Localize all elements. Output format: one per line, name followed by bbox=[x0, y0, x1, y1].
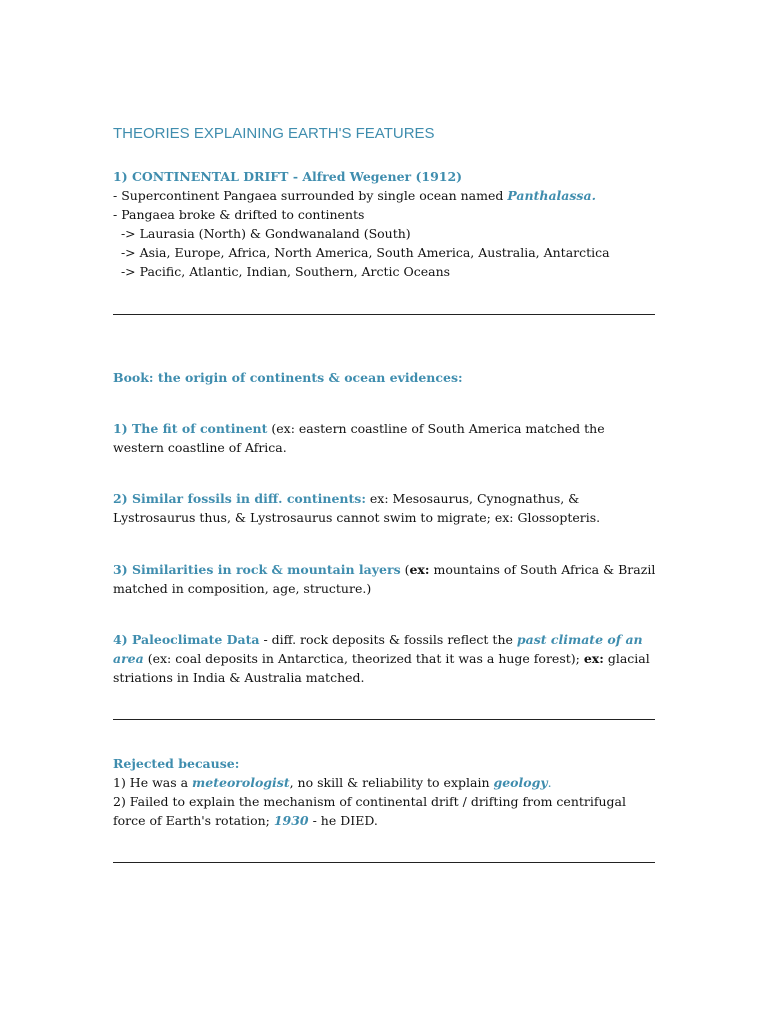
evidence-label: 3) Similarities in rock & mountain layers bbox=[113, 562, 401, 577]
rejected-reason-1 bbox=[113, 773, 658, 792]
divider bbox=[113, 862, 655, 863]
bold-text: ex: bbox=[583, 651, 604, 666]
text-span: 2) Failed to explain the mechanism of continental drift / drifting from centrifugal force of Earth's rotation; bbox=[113, 794, 627, 828]
drift-line-4: -> Asia, Europe, Africa, North America, South America, Australia, Antarctica bbox=[113, 245, 610, 260]
evidence-label: 4) Paleoclimate Data bbox=[113, 632, 260, 647]
evidence-4 bbox=[113, 630, 658, 687]
text-span: glacial striations in India & Australia matched. bbox=[113, 651, 650, 685]
text-span: (ex: coal deposits in Antarctica, theorized that it was a huge forest); bbox=[143, 651, 584, 666]
text-span: , no skill & reliability to explain bbox=[289, 775, 494, 790]
book-heading: Book: the origin of continents & ocean evidences: bbox=[113, 370, 463, 385]
emphasis-text: Panthalassa. bbox=[507, 188, 596, 203]
rejected-reason-2 bbox=[113, 792, 658, 830]
emphasis-text: 1930 bbox=[273, 813, 309, 828]
evidence-2 bbox=[113, 489, 658, 527]
text-span: - diff. rock deposits & fossils reflect the bbox=[259, 632, 517, 647]
emphasis-text: geology bbox=[493, 775, 548, 790]
emphasis-text: past climate of an area bbox=[113, 632, 643, 666]
text-span: 1) He was a bbox=[113, 775, 193, 790]
evidence-label: 2) Similar fossils in diff. continents: bbox=[113, 491, 366, 506]
divider bbox=[113, 314, 655, 315]
evidence-text: mountains of South Africa & Brazil matched in composition, age, structure.) bbox=[113, 562, 656, 596]
rejected-section bbox=[113, 754, 658, 830]
drift-line-3: -> Laurasia (North) & Gondwanaland (South) bbox=[113, 226, 411, 241]
text-span: . bbox=[547, 775, 552, 790]
continental-drift-section bbox=[113, 167, 658, 281]
section-heading: Rejected because: bbox=[113, 756, 240, 771]
section-heading: 1) CONTINENTAL DRIFT - Alfred Wegener (1912) bbox=[113, 169, 463, 184]
drift-line-1 bbox=[113, 186, 658, 205]
divider bbox=[113, 719, 655, 720]
drift-line-5: -> Pacific, Atlantic, Indian, Southern, Arctic Oceans bbox=[113, 264, 451, 279]
text-span: - Supercontinent Pangaea surrounded by single ocean named bbox=[113, 188, 508, 203]
drift-line-2: - Pangaea broke & drifted to continents bbox=[113, 207, 365, 222]
evidence-3 bbox=[113, 560, 658, 598]
evidence-label: 1) The fit of continent bbox=[113, 421, 268, 436]
evidence-1 bbox=[113, 419, 658, 457]
bold-text: ex: bbox=[409, 562, 430, 577]
emphasis-text: meteorologist bbox=[192, 775, 290, 790]
evidence-text: ex: Mesosaurus, Cynognathus, & Lystrosaurus thus, & Lystrosaurus cannot swim to migrate; ex: Glossopteris. bbox=[113, 491, 601, 525]
evidence-text: (ex: eastern coastline of South America matched the western coastline of Africa. bbox=[113, 421, 605, 455]
text-span: ( bbox=[400, 562, 410, 577]
text-span: - he DIED. bbox=[308, 813, 378, 828]
page-title: THEORIES EXPLAINING EARTH'S FEATURES bbox=[113, 125, 435, 142]
